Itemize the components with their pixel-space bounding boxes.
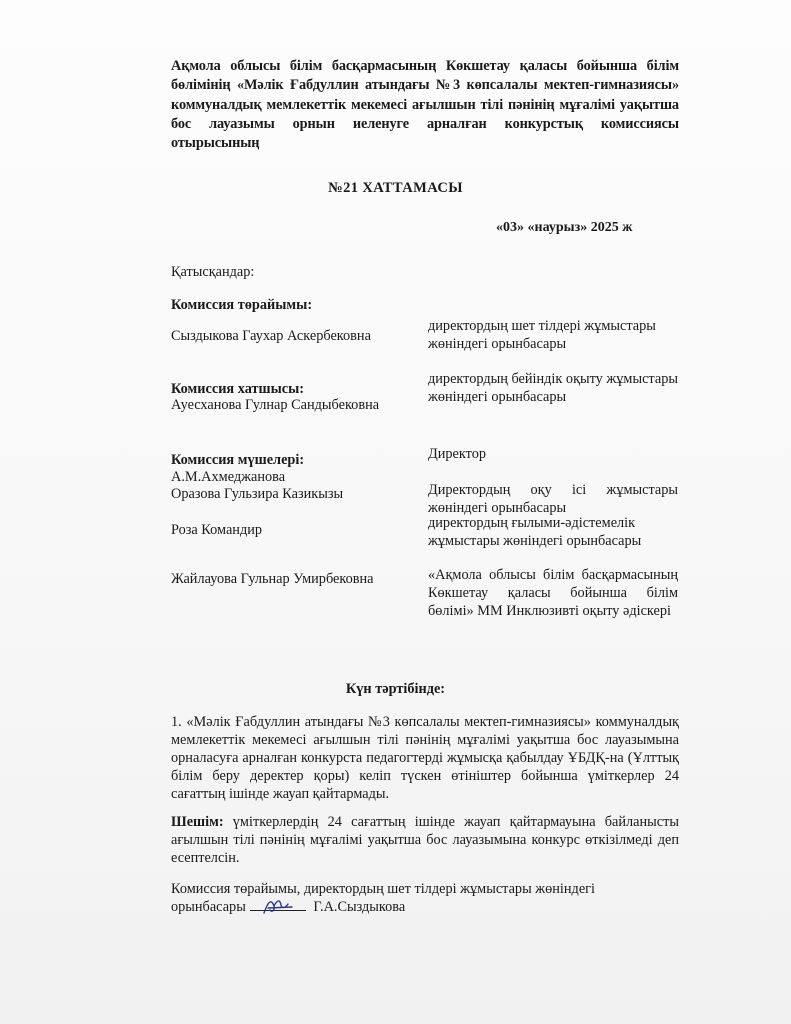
- agenda-item: 1. «Мәлік Ғабдуллин атындағы №3 көпсалалы мектеп-гимназиясы» коммуналдық мемлекеттік мекемесі ағылшын тілі пәнінің мұғалімі уақытша бос лауазымына орналасуға арналған конкурста педагогтерді жұмысқа қабылдау ҰБДҚ-на (Ұлттық білім беру деректер қоры) келіп түскен өтініштер бойынша үміткерлер 24 сағаттың ішінде жауап қайтармады.: [171, 714, 679, 802]
- signature-underline: [250, 910, 306, 911]
- secretary-label: Комиссия хатшысы:: [171, 381, 305, 397]
- member-role: Директор: [428, 446, 487, 462]
- signature-block: [171, 880, 691, 916]
- signature-line-1: Комиссия төрайымы, директордың шет тілдері жұмыстары жөніндегі: [171, 881, 596, 897]
- decision-paragraph: [171, 813, 679, 867]
- protocol-title: №21 ХАТТАМАСЫ: [328, 180, 463, 196]
- decision-label: Шешім:: [171, 814, 224, 830]
- decision-text: үміткерлердің 24 сағаттың ішінде жауап қайтармауына байланысты ағылшын тілі пәнінің мұғалімі уақытша бос лауазымына конкурс өткізілмеді деп есептелсін.: [171, 814, 679, 866]
- member-name: Роза Командир: [171, 522, 263, 538]
- signature-line-2: [171, 898, 691, 916]
- secretary-name: Ауесханова Гулнар Сандыбековна: [171, 397, 380, 413]
- handwritten-signature: [262, 896, 296, 916]
- member-role: Директордың оқу ісі жұмыстары жөніндегі орынбасары: [428, 482, 678, 516]
- signer-name: Г.А.Сыздыкова: [313, 899, 406, 915]
- secretary-role: директордың бейіндік оқыту жұмыстары жөніндегі орынбасары: [428, 371, 678, 405]
- signature-position: орынбасары: [171, 899, 246, 915]
- members-label: Комиссия мүшелері:: [171, 452, 305, 468]
- document-header: Ақмола облысы білім басқармасының Көкшетау қаласы бойынша білім бөлімінің «Мәлік Ғабдуллин атындағы №3 көпсалалы мектеп-гимназиясы» коммуналдық мемлекеттік мекемесі ағылшын тілі пәнінің мұғалімі уақытша бос лауазымы орнын иеленуге арналған конкурстық комиссиясы отырысының: [171, 58, 679, 152]
- member-name: Жайлауова Гульнар Умирбековна: [171, 571, 374, 587]
- chair-label: Комиссия төрайымы:: [171, 297, 313, 313]
- member-role: «Ақмола облысы білім басқармасының Көкшетау қаласы бойынша білім бөлімі» ММ Инклюзивті оқыту әдіскері: [428, 567, 678, 619]
- member-name: Оразова Гульзира Казикызы: [171, 486, 344, 502]
- member-name: А.М.Ахмеджанова: [171, 469, 286, 485]
- chair-role: директордың шет тілдері жұмыстары жөніндегі орынбасары: [428, 318, 656, 352]
- participants-label: Қатысқандар:: [171, 264, 255, 280]
- member-role: директордың ғылыми-әдістемелік жұмыстары жөніндегі орынбасары: [428, 515, 642, 549]
- agenda-title: Күн тәртібінде:: [345, 681, 446, 697]
- chair-name: Сыздыкова Гаухар Аскербековна: [171, 328, 371, 344]
- protocol-date: «03» «наурыз» 2025 ж: [496, 220, 633, 235]
